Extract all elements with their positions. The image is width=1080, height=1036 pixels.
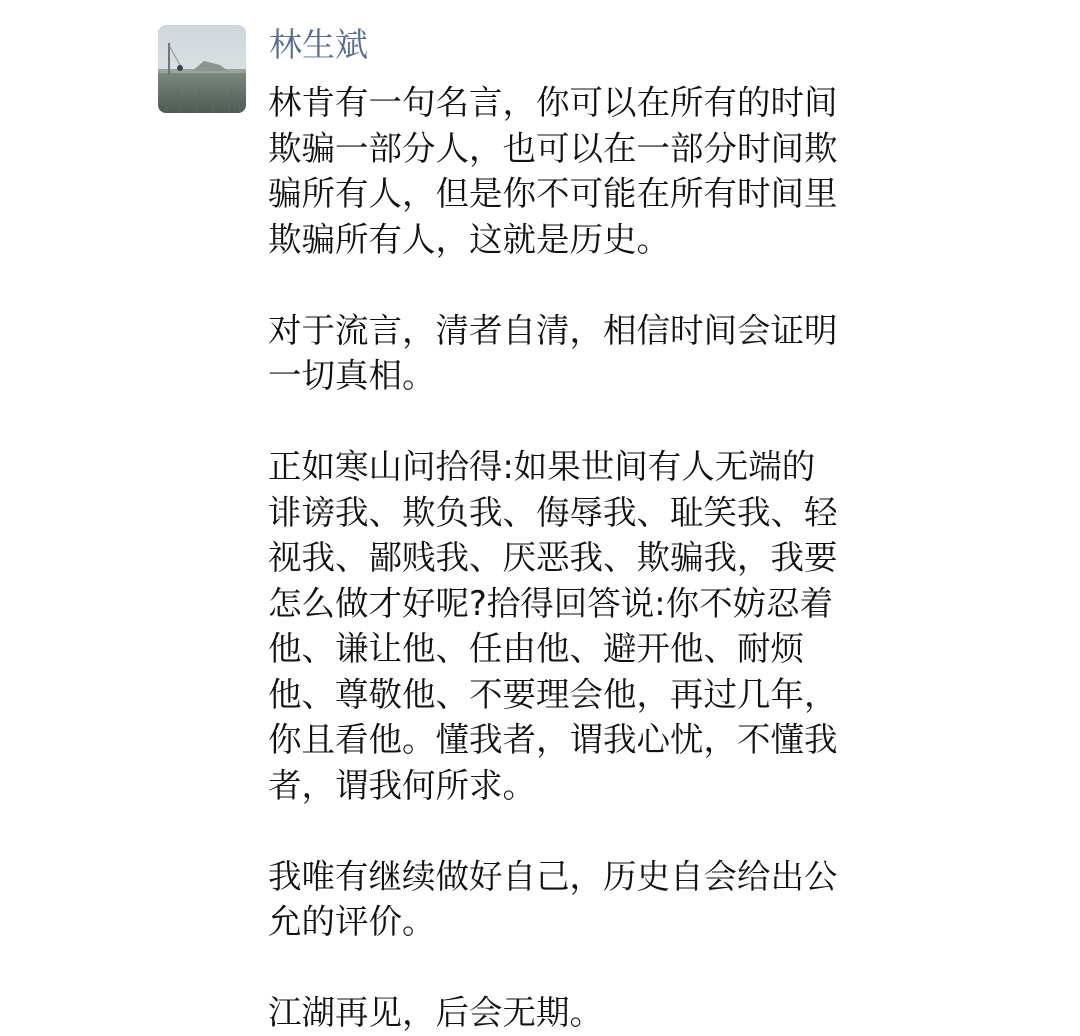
text-line: 视我、鄙贱我、厌恶我、欺骗我，我要 xyxy=(268,538,838,577)
text-line: 你且看他。懂我者，谓我心忧，不懂我 xyxy=(268,720,838,759)
text-line: 诽谤我、欺负我、侮辱我、耻笑我、轻 xyxy=(268,492,838,532)
text-line: 对于流言，清者自清，相信时间会证明 xyxy=(268,310,838,350)
paragraph xyxy=(268,990,908,1036)
text-line: 欺骗所有人，这就是历史。 xyxy=(268,219,670,259)
author-name[interactable]: 林生斌 xyxy=(269,25,368,64)
paragraph xyxy=(268,444,908,808)
text-line: 欺骗一部分人，也可以在一部分时间欺 xyxy=(268,128,838,168)
text-line: 江湖再见，后会无期。 xyxy=(268,993,603,1032)
text-line: 一切真相。 xyxy=(268,356,436,395)
paragraph xyxy=(268,80,908,262)
avatar[interactable] xyxy=(158,25,246,113)
post-content xyxy=(268,80,908,1036)
text-line: 我唯有继续做好自己，历史自会给出公 xyxy=(268,856,838,896)
paragraph xyxy=(268,308,908,399)
text-line: 他、谦让他、任由他、避开他、耐烦 xyxy=(268,629,804,668)
text-line: 允的评价。 xyxy=(268,902,436,941)
avatar-landscape-image xyxy=(158,25,246,113)
text-line: 林肯有一句名言，你可以在所有的时间 xyxy=(268,83,838,122)
paragraph xyxy=(268,854,908,945)
text-line: 怎么做才好呢?拾得回答说:你不妨忍着 xyxy=(268,583,834,623)
text-line: 正如寒山问拾得:如果世间有人无端的 xyxy=(268,447,816,486)
text-line: 他、尊敬他、不要理会他，再过几年， xyxy=(268,674,838,714)
text-line: 骗所有人，但是你不可能在所有时间里 xyxy=(268,174,838,213)
text-line: 者，谓我何所求。 xyxy=(268,765,536,805)
